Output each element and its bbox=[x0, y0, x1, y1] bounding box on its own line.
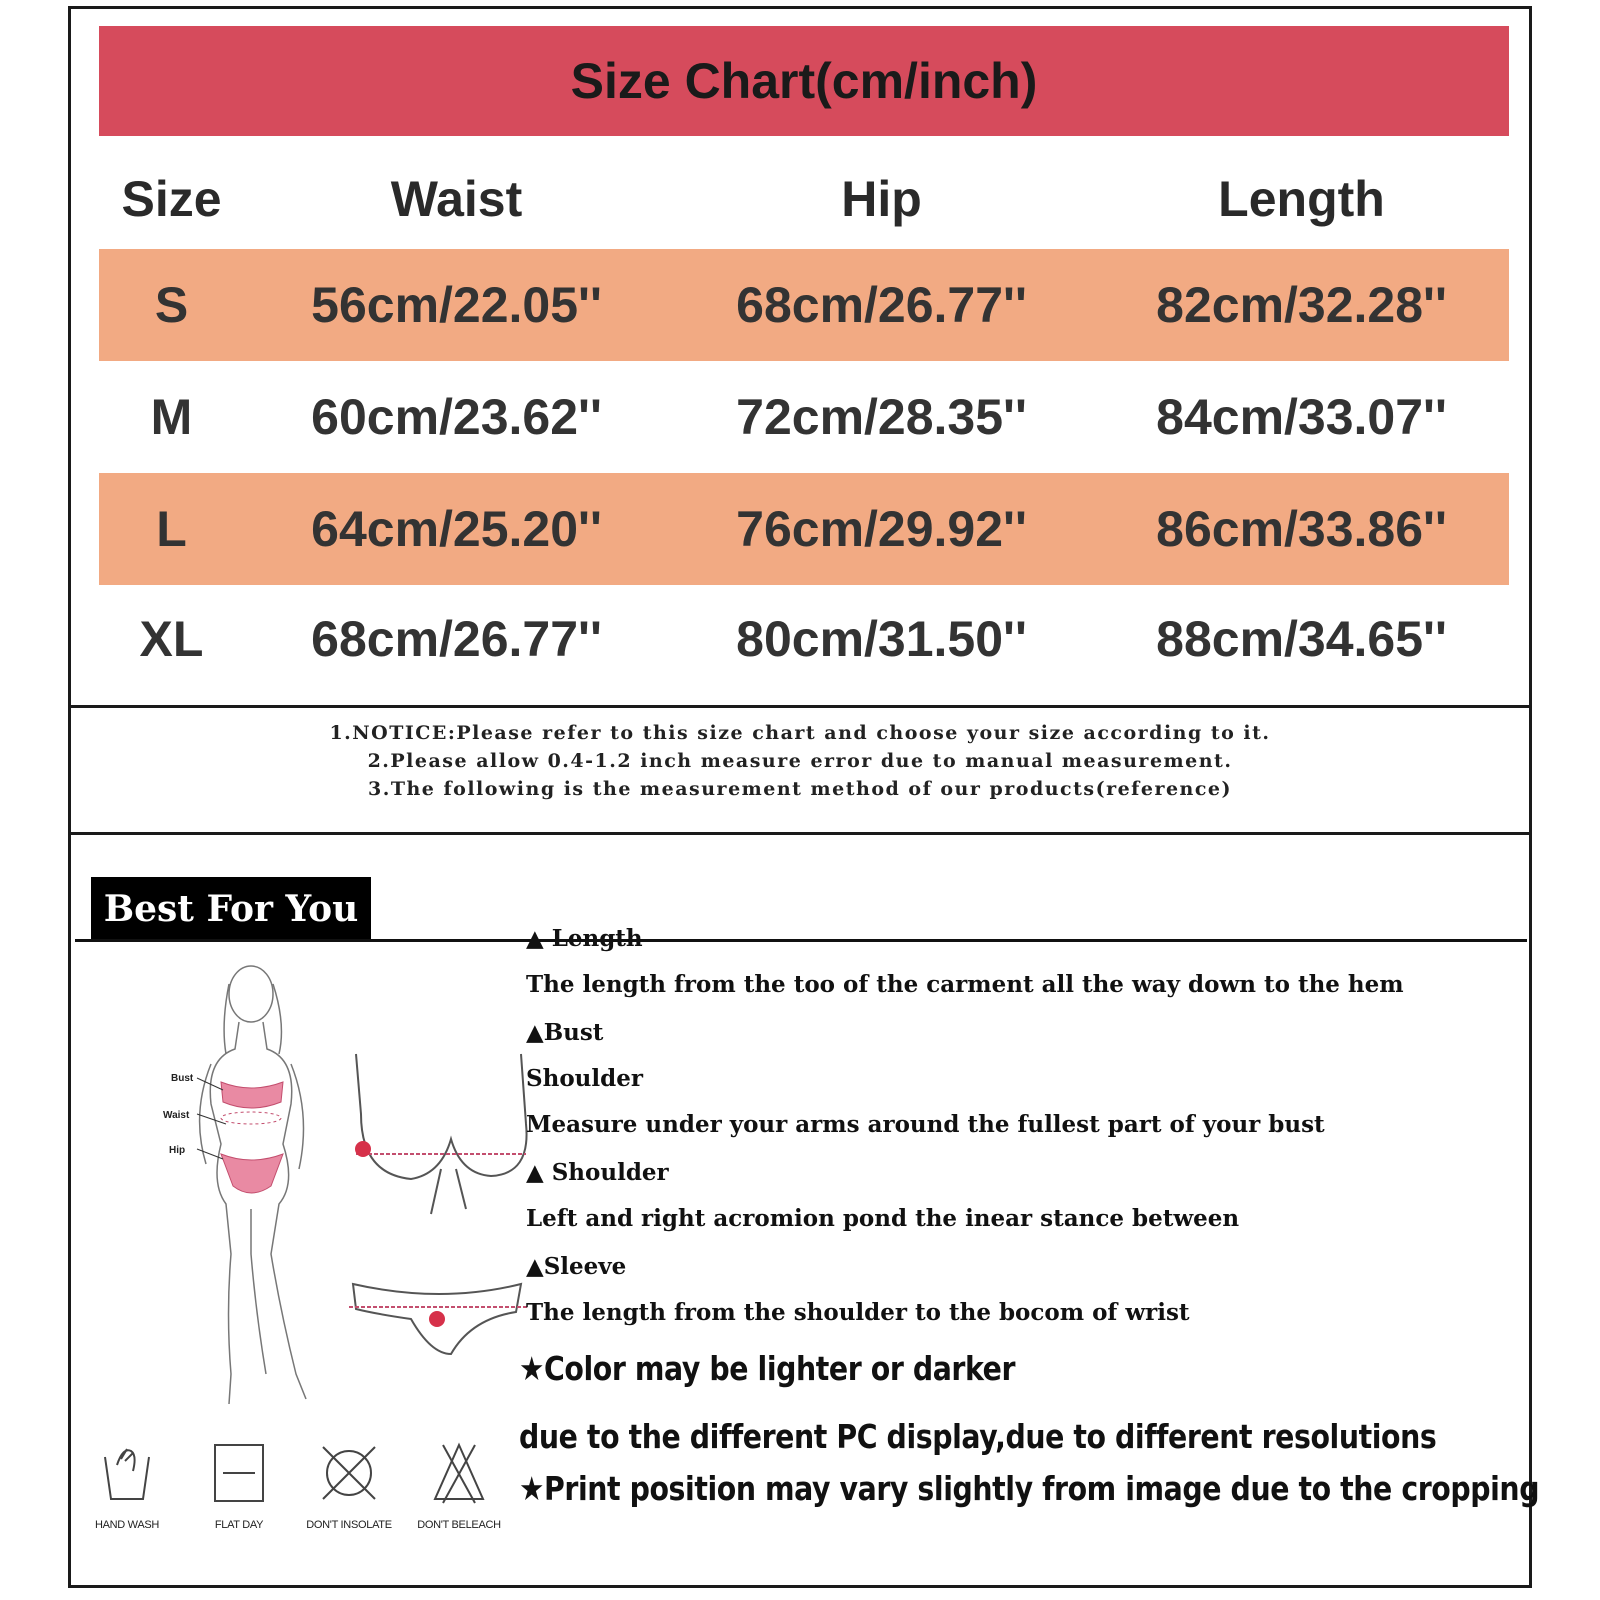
desc-sleeve-text: The length from the shoulder to the bocom of wrist bbox=[526, 1299, 1190, 1326]
table-header-row bbox=[99, 149, 1509, 249]
desc-bust-heading: ▲Bust bbox=[526, 1019, 604, 1046]
desc-sleeve-heading: ▲Sleeve bbox=[526, 1253, 627, 1280]
cell-waist: 64cm/25.20'' bbox=[311, 501, 602, 557]
hand-wash-icon bbox=[97, 1441, 157, 1505]
table-row bbox=[99, 249, 1509, 361]
cell-length: 88cm/34.65'' bbox=[1156, 611, 1447, 667]
do-not-bleach-icon bbox=[429, 1441, 489, 1505]
note-display: due to the different PC display,due to different resolutions bbox=[519, 1417, 1437, 1456]
cell-waist: 60cm/23.62'' bbox=[311, 389, 602, 445]
cell-hip: 80cm/31.50'' bbox=[736, 611, 1027, 667]
table-row bbox=[99, 583, 1509, 695]
size-chart-frame bbox=[68, 6, 1540, 1588]
cell-hip: 72cm/28.35'' bbox=[736, 389, 1027, 445]
desc-shoulder-label: Shoulder bbox=[526, 1065, 643, 1092]
body-figure-illustration bbox=[111, 954, 531, 1424]
desc-length-heading: ▲ Length bbox=[526, 925, 643, 952]
note-color: ★Color may be lighter or darker bbox=[519, 1349, 1016, 1388]
care-label-hand-wash: HAND WASH bbox=[94, 1519, 160, 1531]
care-flat-dry bbox=[189, 1441, 289, 1531]
notice-line-2: 2.Please allow 0.4-1.2 inch measure error due to manual measurement. bbox=[367, 750, 1233, 772]
desc-bust-text: Measure under your arms around the fullest part of your bust bbox=[526, 1111, 1325, 1138]
care-dont-bleach bbox=[409, 1441, 509, 1531]
care-hand-wash bbox=[77, 1441, 177, 1531]
note-print-position: ★Print position may vary slightly from image due to the cropping bbox=[519, 1469, 1540, 1508]
cell-size: S bbox=[154, 277, 189, 333]
do-not-insolate-icon bbox=[317, 1441, 381, 1505]
table-row bbox=[99, 473, 1509, 585]
best-for-you-underline bbox=[75, 939, 1527, 942]
cell-hip: 68cm/26.77'' bbox=[736, 277, 1027, 333]
best-for-you-tab: Best For You bbox=[91, 877, 371, 941]
cell-size: M bbox=[150, 389, 193, 445]
size-chart-title: Size Chart(cm/inch) bbox=[99, 26, 1509, 136]
desc-shoulder-heading: ▲ Shoulder bbox=[526, 1159, 669, 1186]
flat-dry-icon bbox=[209, 1441, 269, 1505]
table-row bbox=[99, 361, 1509, 473]
desc-length-text: The length from the too of the carment all the way down to the hem bbox=[526, 971, 1404, 998]
cell-waist: 68cm/26.77'' bbox=[311, 611, 602, 667]
header-waist: Waist bbox=[390, 171, 523, 227]
cell-length: 86cm/33.86'' bbox=[1156, 501, 1447, 557]
divider bbox=[71, 705, 1529, 708]
header-length: Length bbox=[1218, 171, 1385, 227]
measurement-illustration bbox=[111, 954, 531, 1429]
header-size: Size bbox=[121, 171, 222, 227]
cell-length: 84cm/33.07'' bbox=[1156, 389, 1447, 445]
cell-size: XL bbox=[139, 611, 204, 667]
cell-waist: 56cm/22.05'' bbox=[311, 277, 602, 333]
figure-label-bust: Bust bbox=[171, 1073, 194, 1084]
care-dont-insolate bbox=[299, 1441, 399, 1531]
header-hip: Hip bbox=[841, 171, 922, 227]
care-label-flat-dry: FLAT DAY bbox=[214, 1519, 264, 1531]
divider bbox=[71, 832, 1529, 835]
notice-line-1: 1.NOTICE:Please refer to this size chart and choose your size according to it. bbox=[329, 722, 1271, 744]
figure-label-hip: Hip bbox=[169, 1145, 186, 1156]
cell-size: L bbox=[156, 501, 187, 557]
desc-shoulder-text: Left and right acromion pond the inear stance between bbox=[526, 1205, 1240, 1232]
figure-label-waist: Waist bbox=[163, 1110, 190, 1121]
cell-length: 82cm/32.28'' bbox=[1156, 277, 1447, 333]
care-label-dont-bleach: DON'T BELEACH bbox=[417, 1519, 501, 1531]
care-label-dont-insolate: DON'T INSOLATE bbox=[306, 1519, 392, 1531]
cell-hip: 76cm/29.92'' bbox=[736, 501, 1027, 557]
notice-line-3: 3.The following is the measurement method of our products(reference) bbox=[367, 778, 1232, 800]
notice-block bbox=[71, 719, 1529, 803]
